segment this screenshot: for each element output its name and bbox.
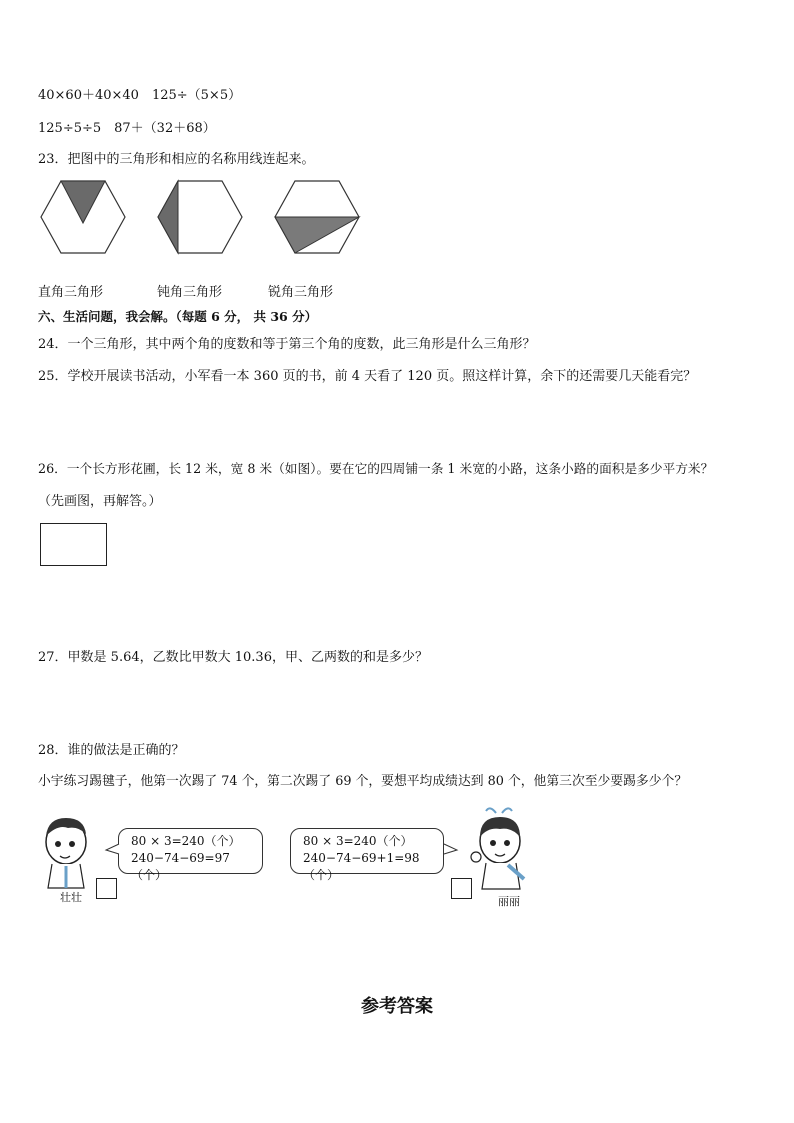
hexagon-figure-2 bbox=[155, 178, 245, 256]
boy-answer-box[interactable] bbox=[96, 878, 117, 899]
girl-calc-line-2: 240−74−69+1=98（个） bbox=[303, 851, 420, 882]
question-27: 27．甲数是 5.64，乙数比甲数大 10.36，甲、乙两数的和是多少？ bbox=[38, 650, 428, 665]
girl-calc-line-1: 80 × 3=240（个） bbox=[303, 834, 413, 848]
answer-title: 参考答案 bbox=[361, 996, 433, 1017]
girl-bubble-tail bbox=[443, 842, 459, 858]
calc-row-1: 40×60＋40×40 125÷（5×5） bbox=[38, 88, 242, 103]
question-28-problem: 小宇练习踢毽子，他第一次踢了 74 个，第二次踢了 69 个，要想平均成绩达到 80 个，他第三次至少要踢多少个？ bbox=[38, 774, 688, 789]
hexagon-figure-3 bbox=[272, 178, 362, 256]
acute-triangle-shape bbox=[61, 181, 105, 223]
hexagon-figure-1 bbox=[38, 178, 128, 256]
right-triangle-shape bbox=[158, 181, 178, 253]
girl-avatar bbox=[468, 805, 532, 891]
question-23: 23．把图中的三角形和相应的名称用线连起来。 bbox=[38, 152, 315, 167]
boy-bubble-tail bbox=[104, 842, 120, 858]
boy-calc-line-2: 240−74−69=97（个） bbox=[131, 851, 230, 882]
garden-rectangle bbox=[40, 523, 107, 566]
girl-speech-bubble bbox=[290, 828, 444, 882]
question-25: 25．学校开展读书活动，小军看一本 360 页的书，前 4 天看了 120 页。照这样计算，余下的还需要几天能看完？ bbox=[38, 369, 697, 384]
question-28: 28．谁的做法是正确的？ bbox=[38, 743, 185, 758]
label-obtuse-triangle: 钝角三角形 bbox=[157, 285, 223, 300]
boy-avatar bbox=[38, 812, 98, 890]
boy-speech-bubble bbox=[118, 828, 263, 882]
boy-name: 壮壮 bbox=[60, 891, 82, 904]
question-24: 24．一个三角形，其中两个角的度数和等于第三个角的度数，此三角形是什么三角形？ bbox=[38, 337, 536, 352]
label-acute-triangle: 锐角三角形 bbox=[268, 285, 334, 300]
section-6-heading: 六、生活问题，我会解。（每题 6 分， 共 36 分） bbox=[38, 309, 318, 324]
boy-calc-line-1: 80 × 3=240（个） bbox=[131, 834, 241, 848]
calc-row-2: 125÷5÷5 87＋（32＋68） bbox=[38, 121, 216, 136]
label-right-triangle: 直角三角形 bbox=[38, 285, 104, 300]
obtuse-triangle-shape bbox=[275, 217, 359, 253]
question-26: 26．一个长方形花圃，长 12 米，宽 8 米（如图）。要在它的四周铺一条 1 米宽的小路，这条小路的面积是多少平方米？ bbox=[38, 461, 714, 476]
question-26-note: （先画图，再解答。） bbox=[38, 494, 162, 509]
girl-name: 丽丽 bbox=[498, 895, 520, 908]
